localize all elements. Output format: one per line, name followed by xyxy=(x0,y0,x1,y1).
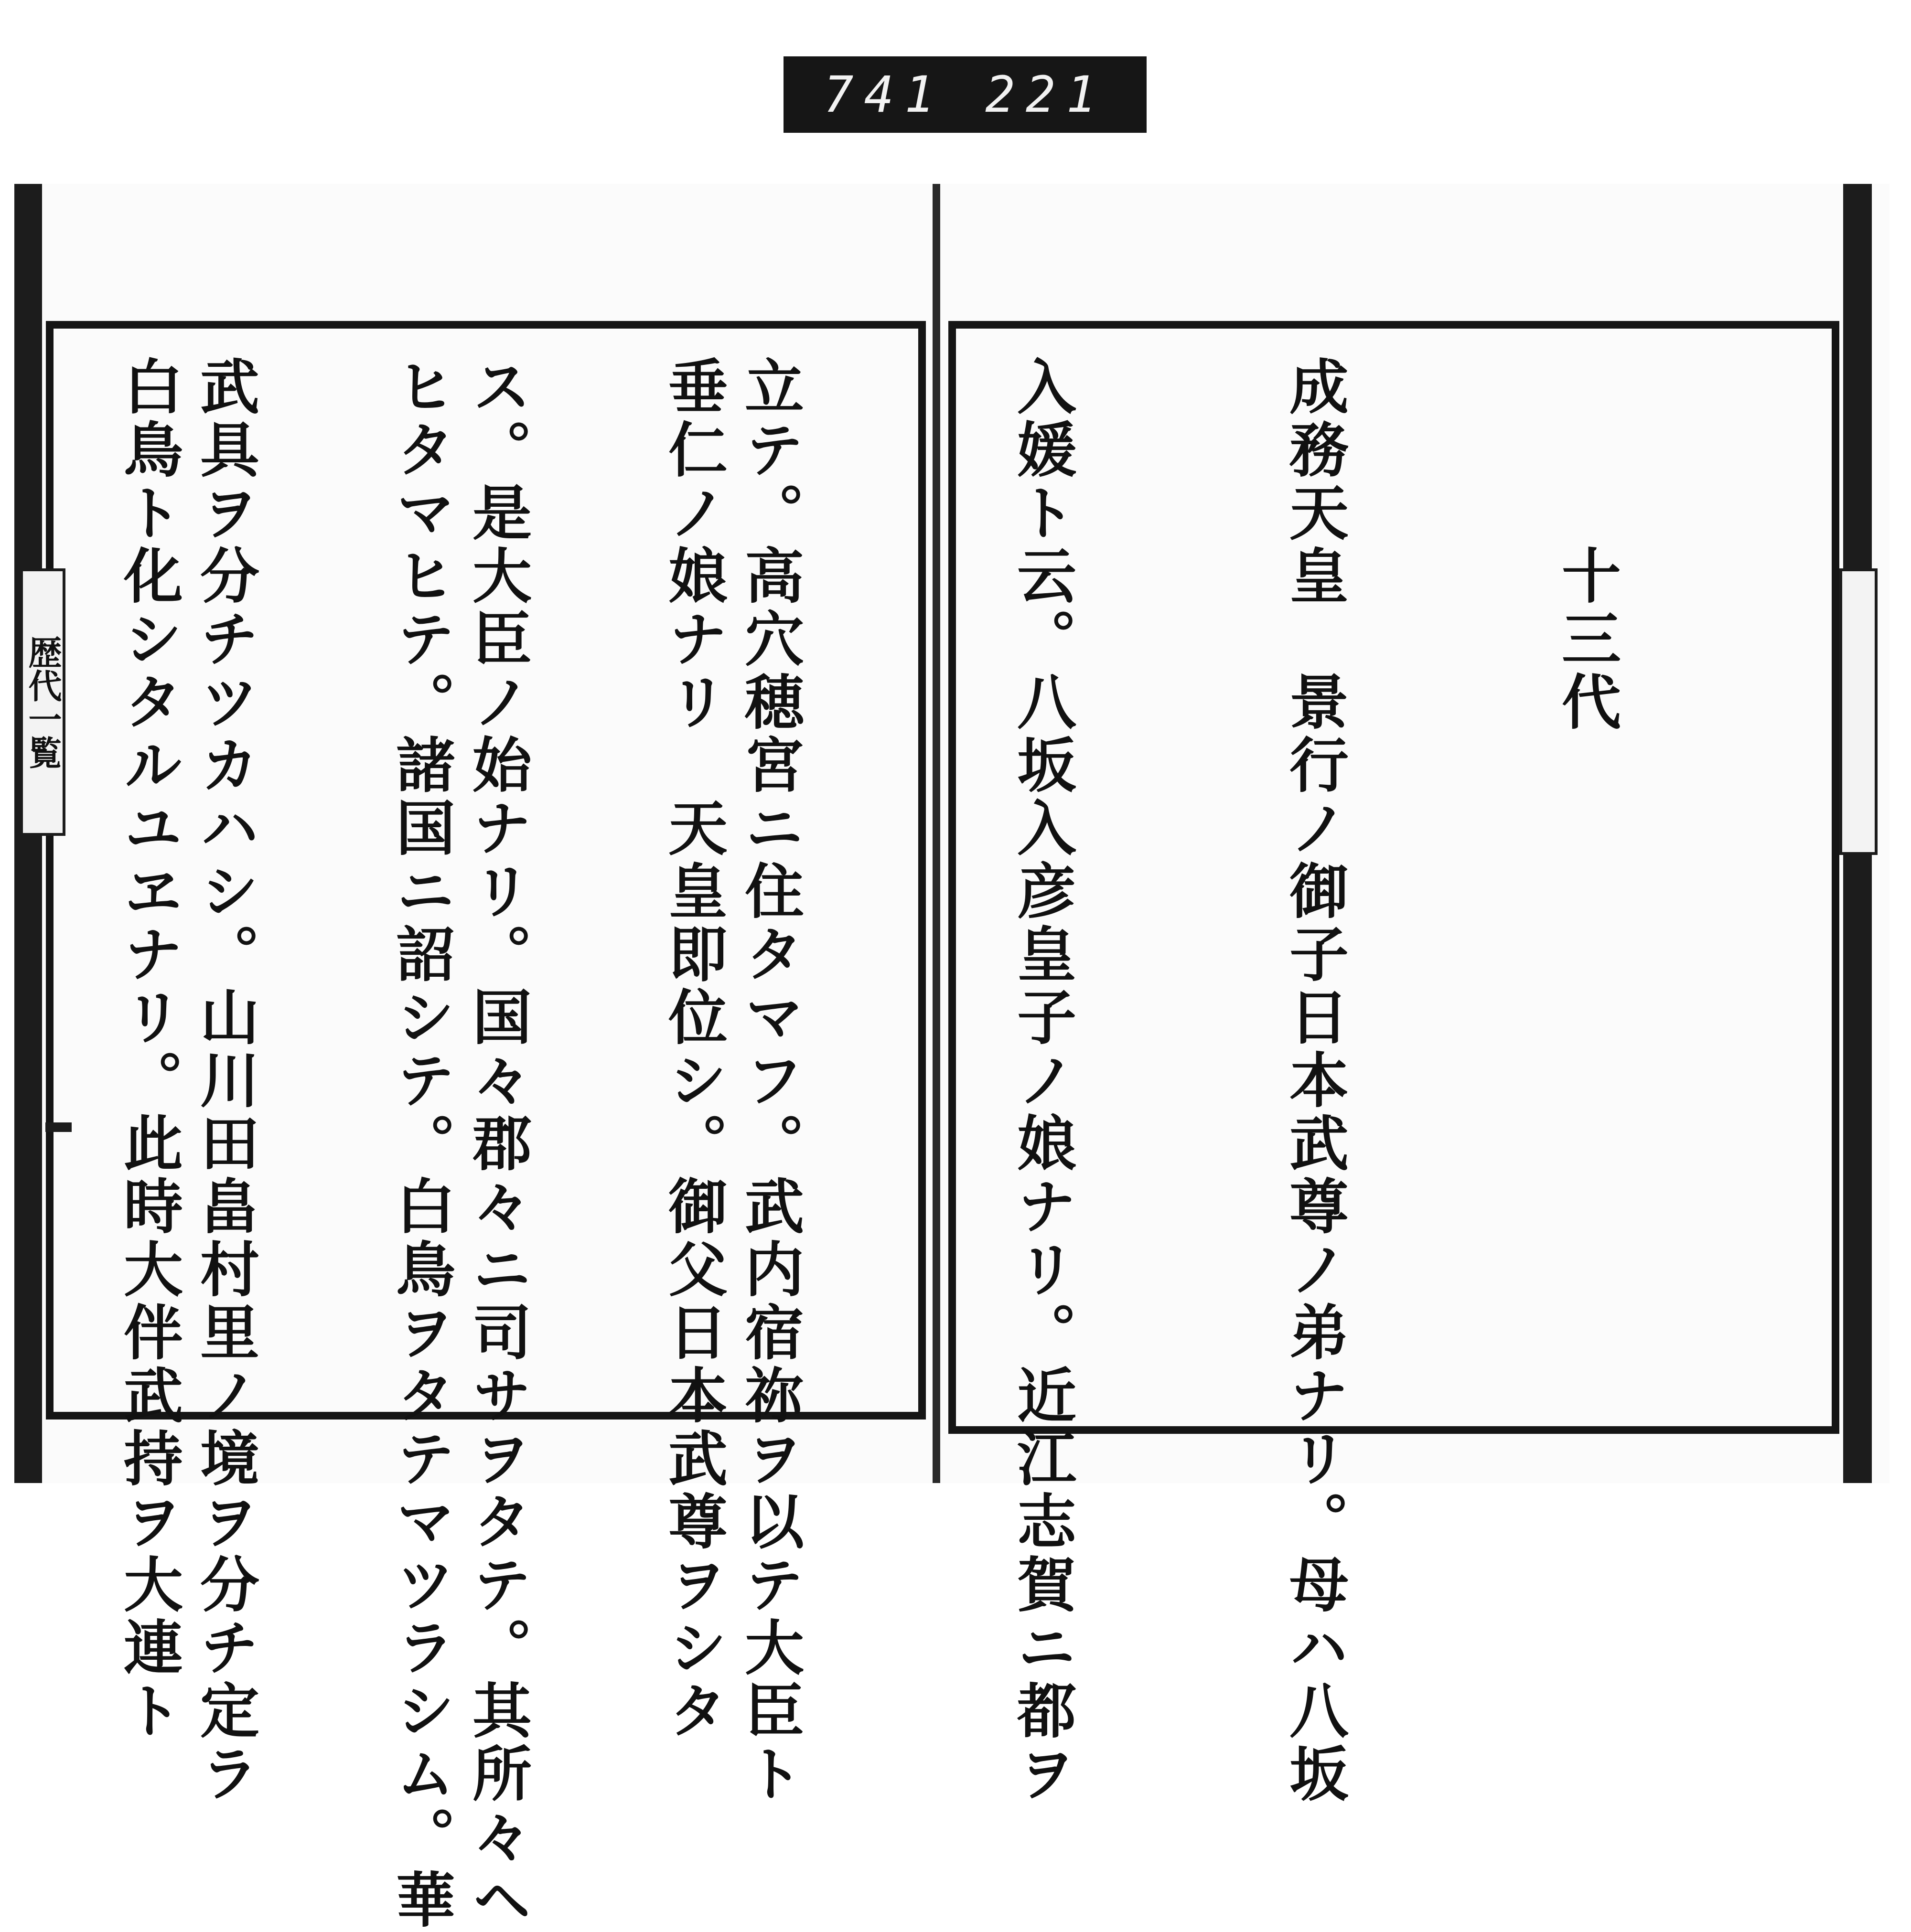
catalog-number-label: 741 221 xyxy=(784,56,1147,133)
text-line: ヒタマヒテ。諸国ニ詔シテ。白鳥ヲタテマツラシム。華 xyxy=(386,356,455,1932)
margin-tab-left: 歴代一覧 xyxy=(20,568,65,836)
margin-tab-right xyxy=(1839,568,1878,855)
left-page-text xyxy=(79,356,920,1932)
text-line: 十三代 xyxy=(1552,356,1621,734)
margin-mark-right xyxy=(1844,1089,1868,1137)
text-line: 垂仁ノ娘ナリ 天皇即位シ。御父日本武尊ヲシタ xyxy=(658,356,728,1743)
text-line: 立テ。高穴穂宮ニ住タマフ。武内宿祢ヲ以テ大臣ト xyxy=(735,356,804,1806)
text-line: 白鳥ト化シタルユヱナリ。此時大伴武持ヲ大連ト xyxy=(114,356,183,1743)
text-line: 武具ヲ分チツカハシ。山川田畠村里ノ境ヲ分チ定ラ xyxy=(190,356,259,1806)
text-line: 成務天皇 景行ノ御子日本武尊ノ弟ナリ。母ハ八坂 xyxy=(1279,356,1349,1806)
text-line: ス。是大臣ノ始ナリ。国々郡々ニ司サヲタテ。其所々ヘ xyxy=(462,356,532,1932)
text-line: 入媛ト云。八坂入彦皇子ノ娘ナリ。近江志賀ニ都ヲ xyxy=(1007,356,1076,1806)
